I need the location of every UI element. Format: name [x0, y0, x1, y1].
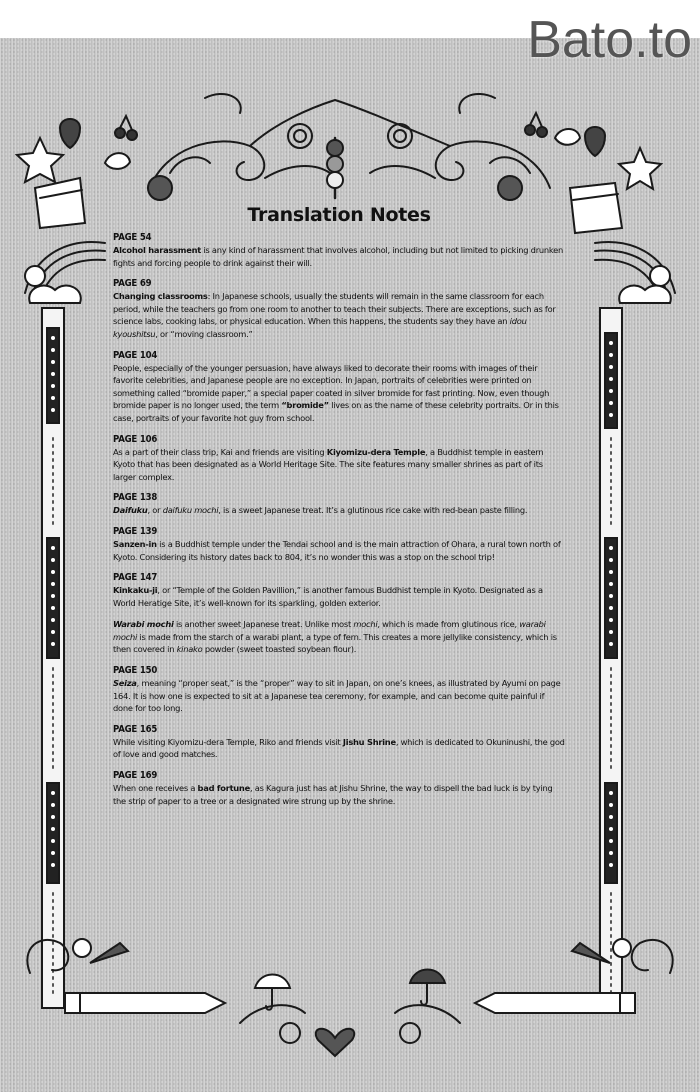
note-page-number: PAGE 54: [113, 232, 152, 243]
note-text-run: is any kind of harassment that involves alcohol, including but not limited to picking drunken fights and forcing people to drink against their will.: [113, 245, 563, 268]
note-text-run: bad fortune: [197, 783, 250, 794]
note-text-run: daifuku mochi: [162, 505, 219, 516]
note-text-run: Alcohol harassment: [113, 245, 201, 255]
note-text-run: , is a sweet Japanese treat. It’s a glutinous rice cake with red-bean paste filling.: [218, 505, 528, 516]
page-title: Translation Notes: [247, 204, 431, 226]
bird-icon: [555, 129, 580, 145]
note-paragraph: [113, 362, 565, 425]
heart-icon: [316, 1029, 355, 1056]
note-paragraph: [113, 290, 565, 340]
note-paragraph: [113, 538, 565, 563]
strawberry-icon: [60, 119, 80, 148]
star-icon: [17, 138, 63, 182]
note-page-number: PAGE 138: [113, 492, 158, 504]
notes-list: [113, 232, 565, 807]
note-text-run: , which is made from glutinous rice,: [377, 619, 520, 630]
note-page-number: PAGE 165: [113, 723, 158, 735]
note-page-number: PAGE 104: [113, 349, 158, 361]
note-text-run: Changing classrooms: [113, 291, 208, 302]
note-section: [113, 278, 565, 340]
note-text-run: : In Japanese schools, usually the students will remain in the same classroom for each period, while the teachers go from one room to another to teach their subjects. There are exceptions, such as for science labs, cooking labs, or physical education. When this happens, the students say they have an: [113, 291, 556, 327]
note-page-number: PAGE 147: [113, 572, 158, 584]
bird-icon: [105, 153, 130, 169]
note-text-run: , or “Temple of the Golden Pavillion,” is another famous Buddhist temple in Kyoto. Designated as a World Heratige Site, it’s well-known for its sparkling, golden exterior.: [113, 585, 543, 608]
note-text-run: is another sweet Japanese treat. Unlike most: [173, 619, 354, 630]
note-text-run: Seiza: [113, 678, 137, 689]
note-paragraph: [113, 736, 565, 761]
note-text-run: warabi mochi: [113, 619, 546, 642]
note-text-run: lives on as the name of these celebrity portraits. Or in this case, portraits of your favorite hot guy from school.: [113, 400, 559, 423]
note-text-run: Warabi mochi: [113, 619, 174, 630]
bottom-swirl-ornament: [27, 939, 672, 1043]
note-text-run: is made from the starch of a warabi plant, a type of fern. This creates a more jellylike consistency, which is then covered in: [113, 631, 557, 655]
dango-icon: [327, 138, 343, 198]
note-text-run: While visiting Kiyomizu-dera Temple, Riko and friends visit: [113, 736, 343, 747]
translation-notes: [113, 204, 565, 816]
note-text-run: , which is dedicated to Okuninushi, the god of love and good matches.: [113, 736, 565, 760]
note-paragraph: [113, 584, 565, 609]
note-section: [113, 350, 565, 425]
note-section: [113, 724, 565, 761]
watermark-text: Bato.to: [527, 11, 692, 69]
cherries-icon: [525, 113, 547, 137]
cherries-icon: [115, 116, 137, 140]
note-section: [113, 434, 565, 484]
star-badge-icon: [498, 176, 522, 200]
note-section: [113, 492, 565, 517]
note-text-run: mochi: [353, 619, 378, 630]
sandwich-icon: [570, 183, 622, 233]
note-text-run: , as Kagura just has at Jishu Shrine, the way to dispell the bad luck is by tying the strip of paper to a tree or a designated wire strung up by the shrine.: [113, 783, 553, 806]
note-paragraph: [113, 782, 565, 807]
note-paragraph: [113, 446, 565, 484]
note-text-run: Kiyomizu-dera Temple: [326, 446, 426, 457]
note-text-run: , meaning “proper seat,” is the “proper” way to sit in Japan, on one’s knees, as illustrated by Ayumi on page 164. It is how one is expected to sit at a Japanese tea ceremony, for example, and can become quite painful if done for too long.: [113, 678, 561, 714]
note-section: [113, 526, 565, 563]
note-page-number: PAGE 106: [113, 433, 158, 445]
note-text-run: idou kyoushitsu: [113, 316, 527, 339]
note-text-run: People, especially of the younger persuasion, have always liked to decorate their rooms with images of their favorite celebrities, and Japanese people are no exception. In Japan, portraits of celebrities were printed on something called “bromide paper,” a special paper coated in silver bromide for fast printing. Now, even though bromide paper is no longer used, the term: [113, 362, 550, 411]
note-section: [113, 572, 565, 656]
note-section: [113, 770, 565, 807]
left-rainbow-icon: [25, 242, 105, 303]
note-text-run: is a Buddhist temple under the Tendai school and is the main attraction of Ohara, a rural town north of Kyoto. Considering its history dates back to 804, it’s no wonder this was a stop on the school trip!: [113, 538, 561, 562]
star-badge-icon: [148, 176, 172, 200]
note-paragraph: [113, 677, 565, 715]
note-text-run: Daifuku: [113, 505, 148, 516]
carrot-icon: [90, 943, 128, 963]
pencil-icon: [65, 993, 225, 1013]
note-text-run: kinako: [176, 644, 203, 655]
note-text-run: , or: [147, 505, 163, 516]
strawberry-icon: [585, 127, 605, 156]
note-text-run: Jishu Shrine: [342, 736, 396, 747]
note-section: [113, 232, 565, 269]
left-border-column: [42, 308, 64, 1008]
note-text-run: powder (sweet toasted soybean flour).: [202, 644, 357, 655]
star-icon: [619, 148, 661, 189]
note-page-number: PAGE 139: [113, 525, 158, 537]
note-page-number: PAGE 150: [113, 665, 158, 677]
pencil-icon: [475, 993, 635, 1013]
right-rainbow-icon: [595, 242, 675, 303]
note-text-run: As a part of their class trip, Kai and friends are visiting: [113, 446, 327, 457]
note-text-run: Sanzen-in: [113, 538, 157, 549]
note-paragraph: [113, 244, 565, 269]
note-paragraph: [113, 618, 565, 656]
umbrella-icon: [410, 970, 445, 1005]
note-page-number: PAGE 169: [113, 770, 158, 782]
note-text-run: , a Buddhist temple in eastern Kyoto that has been designated as a World Heritage Site. The site features many smaller shrines as part of its larger complex.: [113, 446, 544, 482]
note-section: [113, 665, 565, 715]
top-swirl-ornament: [150, 94, 550, 188]
sandwich-icon: [35, 178, 85, 228]
note-text-run: “bromide”: [281, 400, 329, 411]
note-page-number: PAGE 69: [113, 278, 152, 290]
note-text-run: , or “moving classroom.”: [155, 328, 253, 339]
note-paragraph: [113, 504, 565, 517]
note-text-run: Kinkaku-ji: [113, 585, 158, 596]
note-text-run: When one receives a: [113, 783, 198, 794]
